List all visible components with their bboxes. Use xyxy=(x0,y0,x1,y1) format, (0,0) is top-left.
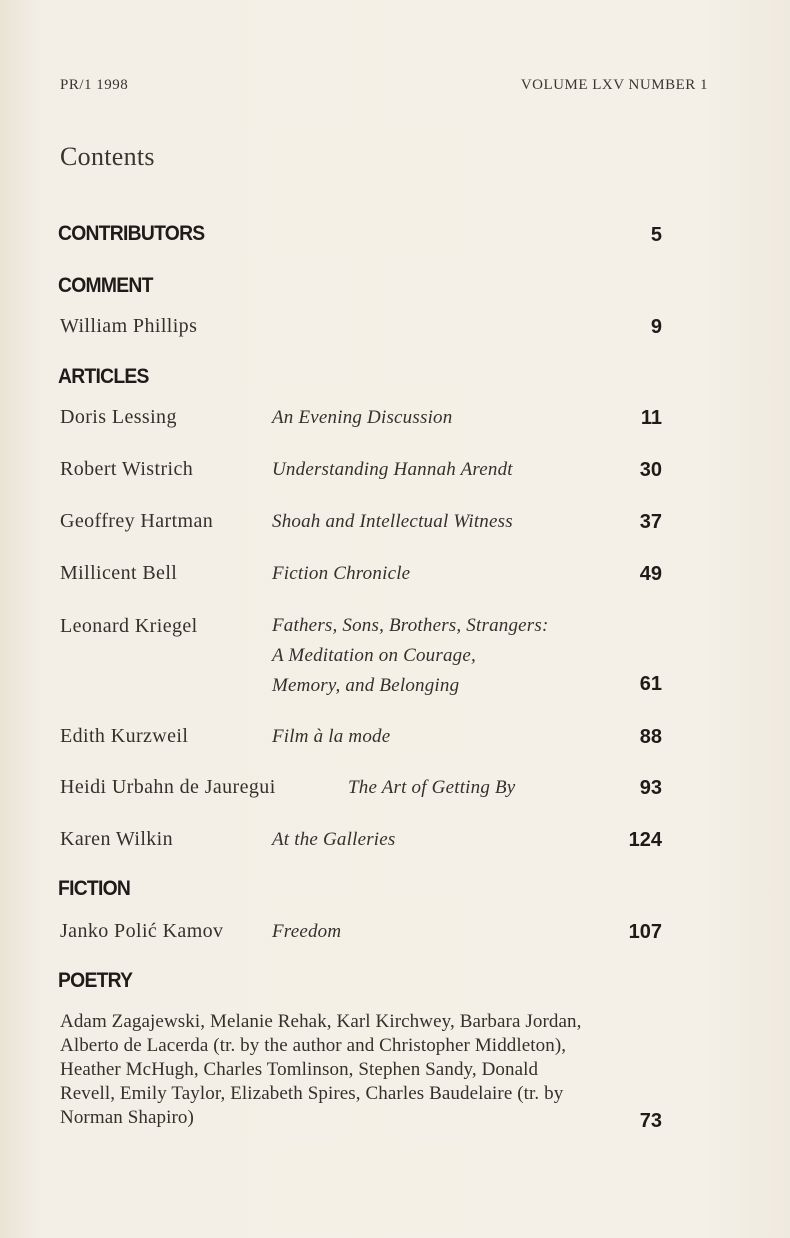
article-author: Edith Kurzweil xyxy=(60,725,189,747)
poetry-line: Adam Zagajewski, Melanie Rehak, Karl Kirchwey, Barbara Jordan, xyxy=(60,1011,582,1032)
article-page-number: 30 xyxy=(639,459,662,481)
page-number-poetry: 73 xyxy=(639,1110,662,1132)
article-title-line: Memory, and Belonging xyxy=(272,675,460,696)
article-title-line: Fathers, Sons, Brothers, Strangers: xyxy=(272,615,549,636)
article-title: At the Galleries xyxy=(272,829,396,850)
section-heading-comment: COMMENT xyxy=(58,274,153,297)
page-number-fiction: 107 xyxy=(628,921,662,943)
poetry-line: Heather McHugh, Charles Tomlinson, Stephen Sandy, Donald xyxy=(60,1059,539,1080)
article-page-number: 93 xyxy=(639,777,662,799)
article-author: Doris Lessing xyxy=(60,406,177,428)
page-number-contributors: 5 xyxy=(650,224,662,246)
article-author: Robert Wistrich xyxy=(60,458,194,480)
article-author: Leonard Kriegel xyxy=(60,615,198,637)
article-author: Millicent Bell xyxy=(60,562,178,584)
article-author: Karen Wilkin xyxy=(60,828,174,850)
poetry-line: Revell, Emily Taylor, Elizabeth Spires, Charles Baudelaire (tr. by xyxy=(60,1083,564,1104)
section-heading-fiction: FICTION xyxy=(58,877,131,900)
comment-author: William Phillips xyxy=(60,315,198,337)
article-page-number: 61 xyxy=(639,673,662,695)
article-title: An Evening Discussion xyxy=(272,407,453,428)
article-title: The Art of Getting By xyxy=(348,777,516,798)
article-title xyxy=(272,611,549,701)
article-author: Geoffrey Hartman xyxy=(60,510,214,532)
article-page-number: 88 xyxy=(639,726,662,748)
article-page-number: 11 xyxy=(640,407,662,429)
article-author: Heidi Urbahn de Jauregui xyxy=(60,776,276,798)
running-header-issue: PR/1 1998 xyxy=(60,77,129,93)
article-title: Film à la mode xyxy=(272,726,391,747)
section-heading-contributors: CONTRIBUTORS xyxy=(58,222,205,245)
poetry-line: Alberto de Lacerda (tr. by the author and Christopher Middleton), xyxy=(60,1035,567,1056)
poetry-line: Norman Shapiro) xyxy=(60,1107,194,1128)
page-number-comment: 9 xyxy=(650,316,662,338)
article-title: Fiction Chronicle xyxy=(272,563,411,584)
article-page-number: 37 xyxy=(639,511,662,533)
section-heading-articles: ARTICLES xyxy=(58,365,149,388)
article-title: Shoah and Intellectual Witness xyxy=(272,511,513,532)
page-title: Contents xyxy=(60,142,155,171)
poetry-contributors xyxy=(60,1010,720,1130)
article-page-number: 124 xyxy=(628,829,662,851)
fiction-author: Janko Polić Kamov xyxy=(60,920,224,942)
article-title-line: A Meditation on Courage, xyxy=(272,645,476,666)
fiction-title: Freedom xyxy=(272,921,342,942)
running-header-volume: VOLUME LXV NUMBER 1 xyxy=(520,77,708,93)
article-title: Understanding Hannah Arendt xyxy=(272,459,513,480)
section-heading-poetry: POETRY xyxy=(58,969,133,992)
article-page-number: 49 xyxy=(639,563,662,585)
